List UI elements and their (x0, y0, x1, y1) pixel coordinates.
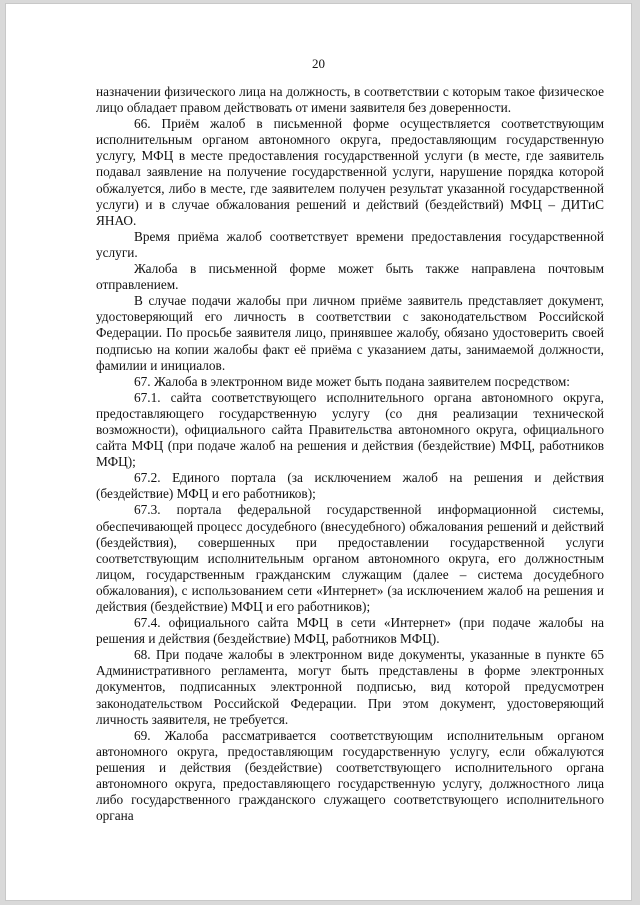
paragraph-continuation: назначении физического лица на должность, в соответствии с которым такое физическое лицо обладает правом действовать от имени заявителя без доверенности. (96, 84, 604, 116)
paragraph-68: 68. При подаче жалобы в электронном виде документы, указанные в пункте 65 Административного регламента, могут быть представлены в форме электронных документов, подписанных электронной подписью, вид которой предусмотрен законодательством Российской Федерации. При этом документ, удостоверяющий личность заявителя, не требуется. (96, 647, 604, 727)
paragraph-67: 67. Жалоба в электронном виде может быть подана заявителем посредством: (134, 373, 570, 389)
document-body (96, 84, 604, 824)
paragraph-personal-reception: В случае подачи жалобы при личном приёме заявитель представляет документ, удостоверяющий его личность в соответствии с законодательством Российской Федерации. По просьбе заявителя лицо, принявшее жалобу, обязано удостоверить своей подписью на копии жалобы факт её приёма с указанием даты, занимаемой должности, фамилии и инициалов. (96, 293, 604, 373)
paragraph-reception-time: Время приёма жалоб соответствует времени предоставления государственной услуги. (96, 228, 604, 260)
paragraph-67-2: 67.2. Единого портала (за исключением жалоб на решения и действия (бездействие) МФЦ и его работников); (96, 470, 604, 502)
paragraph-67-4: 67.4. официального сайта МФЦ в сети «Интернет» (при подаче жалобы на решения и действия (бездействие) МФЦ, работников МФЦ). (96, 615, 604, 647)
paragraph-67-1: 67.1. сайта соответствующего исполнительного органа автономного округа, предоставляющего государственную услугу (со дня реализации технической возможности), официального сайта Правительства автономного округа, официального сайта МФЦ (при подаче жалоб на решения и действия (бездействие) МФЦ, работников МФЦ); (96, 389, 604, 470)
paragraph-postal: Жалоба в письменной форме может быть также направлена почтовым отправлением. (96, 261, 604, 293)
paragraph-67-3: 67.3. портала федеральной государственной информационной системы, обеспечивающей процесс досудебного (внесудебного) обжалования решений и действий (бездействия), совершенных при предоставлении государственной услуги соответствующим исполнительным органом автономного округа, его должностным лицом, государственным гражданским служащим (далее – система досудебного обжалования), с использованием сети «Интернет» (за исключением жалоб на решения и действия (бездействие) МФЦ и его работников); (96, 502, 604, 614)
document-page (6, 4, 631, 900)
page-number: 20 (312, 56, 325, 71)
paragraph-66: 66. Приём жалоб в письменной форме осуществляется соответствующим исполнительным органом автономного округа, предоставляющим государственную услугу, МФЦ в месте предоставления государственной услуги (в месте, где заявитель подавал заявление на получение государственной услуги, нарушение порядка которой обжалуется, либо в месте, где заявителем получен результат указанной государственной услуги) и в случае обжалования решений и действий (бездействий) МФЦ – ДИТиС ЯНАО. (96, 116, 604, 228)
paragraph-69: 69. Жалоба рассматривается соответствующим исполнительным органом автономного округа, предоставляющим государственную услугу, если обжалуются решения и действия (бездействие) соответствующего исполнительного органа автономного округа, предоставляющего государственную услугу, должностного лица либо государственного гражданского служащего соответствующего исполнительного органа (96, 727, 604, 824)
